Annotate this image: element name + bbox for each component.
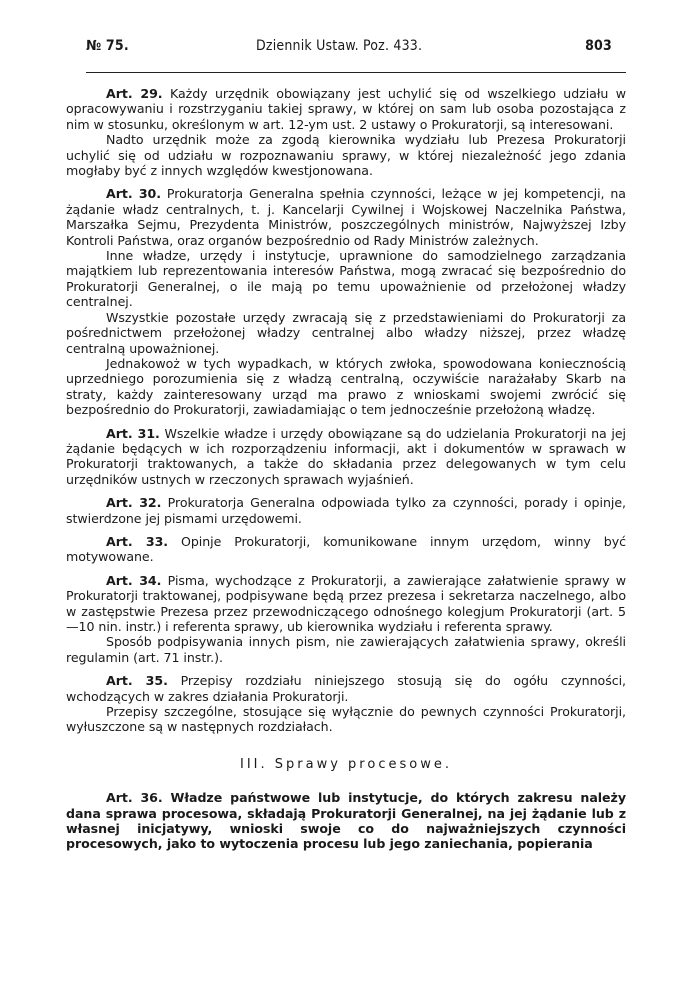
article-32-label: Art. 32. (106, 495, 162, 511)
document-page (66, 34, 626, 852)
journal-title: Dziennik Ustaw. Poz. 433. (256, 38, 423, 54)
page-header (66, 34, 626, 60)
article-30-paragraph-4: Jednakowoż w tych wypadkach, w których zwłoka, spowodowana koniecznością uprzedniego porozumienia się z władzą centralną, oczywiście narażałaby Skarb na straty, każdy zainteresowany urząd ma prawo z wnioskami swojemi zwrócić się bezpośrednio do Prokuratorji, zawiadamiając o tem jednocześnie przełożoną władzę. (66, 355, 626, 418)
article-text: Każdy urzędnik obowiązany jest uchylić się od wszelkiego udziału w opracowywaniu i rozstrzyganiu takiej sprawy, w której on sam lub osoba pozostająca z nim w stosunku, określonym w art. 12-ym ust. 2 ustawy o Prokuratorji, są interesowani. (66, 86, 626, 132)
article-29-paragraph-1 (66, 86, 626, 132)
issue-number: № 75. (86, 38, 129, 54)
article-text: Przepisy rozdziału niniejszego stosują się do ogółu czynności, wchodzących w zakres działania Prokuratorji. (66, 673, 626, 704)
article-33-paragraph-1 (66, 534, 626, 565)
document-body (66, 86, 626, 852)
article-text: Władze państwowe lub instytucje, do których zakresu należy dana sprawa procesowa, składają Prokuratorji Generalnej, na jej żądanie lub z własnej inicjatywy, wnioski swoje co do najważniejszych czynności procesowych, jako to wytoczenia procesu lub jego zaniechania, popierania (66, 790, 626, 852)
article-36-label: Art. 36. (106, 790, 163, 806)
article-34-paragraph-1 (66, 573, 626, 635)
article-35-label: Art. 35. (106, 673, 168, 689)
article-32-paragraph-1 (66, 495, 626, 526)
article-30-paragraph-3: Wszystkie pozostałe urzędy zwracają się z przedstawieniami do Prokuratorji za pośrednictwem przełożonej władzy centralnej albo władzy niższej, przez władzę centralną upoważnionej. (66, 309, 626, 356)
article-text: Pisma, wychodzące z Prokuratorji, a zawierające załatwienie sprawy w Prokuratorji traktowanej, podpisywane będą przez prezesa i sekretarza naczelnego, albo w zastępstwie Prezesa przez przewodniczącego odnośnego kolegjum Prokuratorji (art. 5—10 nin. instr.) i referenta sprawy, ub kierownika wydziału i referenta sprawy. (66, 572, 626, 634)
section-heading: III. Sprawy procesowe. (240, 756, 452, 772)
article-34-paragraph-2: Sposób podpisywania innych pism, nie zawierających załatwienia sprawy, określi regulamin (art. 71 instr.). (66, 634, 626, 665)
article-30-paragraph-2: Inne władze, urzędy i instytucje, uprawnione do samodzielnego zarządzania majątkiem lub reprezentowania interesów Państwa, mogą zwracać się bezpośrednio do Prokuratorji Generalnej, o ile mają po temu upoważnienie od przełożonej władzy centralnej. (66, 248, 626, 310)
article-text: Prokuratorja Generalna odpowiada tylko za czynności, porady i opinje, stwierdzone jej pismami urzędowemi. (66, 495, 626, 526)
article-31-label: Art. 31. (106, 425, 160, 441)
article-30-paragraph-1 (66, 186, 626, 248)
article-36-paragraph-1 (66, 790, 626, 852)
article-34-label: Art. 34. (106, 572, 162, 588)
article-36 (66, 790, 626, 852)
article-text: Opinje Prokuratorji, komunikowane innym urzędom, winny być motywowane. (66, 533, 626, 565)
article-35-paragraph-1 (66, 673, 626, 704)
article-29-label: Art. 29. (106, 86, 163, 101)
article-35-paragraph-2: Przepisy szczególne, stosujące się wyłącznie do pewnych czynności Prokuratorji, wyłuszczone są w następnych rozdziałach. (66, 704, 626, 735)
article-31-paragraph-1 (66, 426, 626, 488)
article-text: Prokuratorja Generalna spełnia czynności, leżące w jej kompetencji, na żądanie władz centralnych, t. j. Kancelarji Cywilnej i Wojskowej Naczelnika Państwa, Marszałka Sejmu, Prezydenta Ministrów, poszczególnych ministrów, Najwyższej Izby Kontroli Państwa, oraz organów bezpośrednio od Rady Ministrów zależnych. (66, 186, 626, 248)
article-33-label: Art. 33. (106, 533, 169, 549)
header-rule (86, 72, 626, 73)
article-30-label: Art. 30. (106, 186, 161, 202)
article-29-paragraph-2: Nadto urzędnik może za zgodą kierownika wydziału lub Prezesa Prokuratorji uchylić się od udziału w rozpoznawaniu sprawy, w której niezależność jego zdania mogłaby być z innych względów kwestjonowana. (66, 132, 626, 179)
page-number: 803 (585, 38, 612, 54)
article-text: Wszelkie władze i urzędy obowiązane są do udzielania Prokuratorji na jej żądanie będących w ich rozporządzeniu informacji, akt i dokumentów w sprawach w Prokuratorji traktowanych, a także do składania przez delegowanych w tym celu urzędników ustnych w rzeczonych sprawach wyjaśnień. (66, 425, 626, 487)
